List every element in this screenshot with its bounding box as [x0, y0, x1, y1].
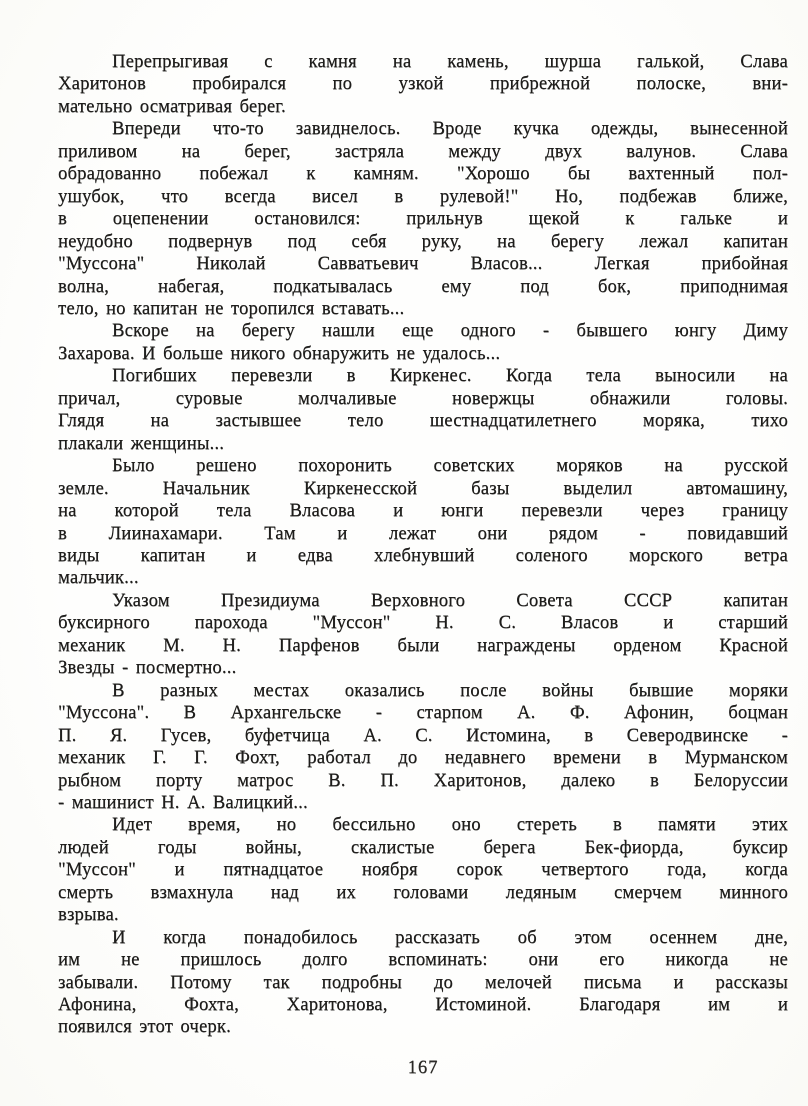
text-line: Харитонов пробирался по узкой прибрежной полоске, вни-: [58, 73, 788, 95]
text-line: в оцепенении остановился: прильнув щекой к гальке и: [58, 208, 788, 230]
text-line: земле. Начальник Киркенесской базы выделил автомашину,: [58, 477, 788, 499]
text-line: ушубок, что всегда висел в рулевой!" Но, подбежав ближе,: [58, 185, 788, 207]
text-line: забывали. Потому так подробны до мелочей письма и рассказы: [58, 971, 788, 993]
text-line: причал, суровые молчаливые новержцы обнажили головы.: [58, 387, 788, 409]
text-line: Захарова. И больше никого обнаружить не удалось...: [58, 342, 501, 364]
text-line: - машинист Н. А. Валицкий...: [58, 791, 308, 813]
text-line: В разных местах оказались после войны бывшие моряки: [112, 679, 788, 701]
text-line: Указом Президиума Верховного Совета СССР капитан: [112, 589, 788, 611]
text-line: мальчик...: [58, 567, 139, 589]
text-column: [58, 51, 788, 1039]
text-line: Было решено похоронить советских моряков на русской: [112, 455, 788, 477]
text-line: людей годы войны, скалистые берега Бек-фиорда, буксир: [58, 836, 788, 858]
text-line: на которой тела Власова и юнги перевезли через границу: [58, 500, 788, 522]
text-line: в Лиинахамари. Там и лежат они рядом - повидавший: [58, 522, 788, 544]
text-line: обрадованно побежал к камням. "Хорошо бы вахтенный пол-: [58, 163, 788, 185]
paragraph: [58, 365, 788, 455]
page-number: 167: [407, 1058, 439, 1078]
paragraph: [58, 927, 788, 1039]
text-line: "Муссон" и пятнадцатое ноября сорок четвертого года, когда: [58, 859, 788, 881]
text-line: Идет время, но бессильно оно стереть в памяти этих: [112, 814, 788, 836]
paragraph: [58, 320, 788, 365]
text-line: взрыва.: [58, 904, 119, 926]
text-line: появился этот очерк.: [58, 1016, 231, 1038]
text-line: им не пришлось долго вспоминать: они его никогда не: [58, 949, 788, 971]
text-line: П. Я. Гусев, буфетчица А. С. Истомина, в Северодвинске -: [58, 724, 788, 746]
text-line: рыбном порту матрос В. П. Харитонов, далеко в Белоруссии: [58, 769, 788, 791]
paragraph: [58, 51, 788, 118]
paragraph: [58, 455, 788, 590]
text-line: механик М. Н. Парфенов были награждены орденом Красной: [58, 634, 788, 656]
text-line: приливом на берег, застряла между двух валунов. Слава: [58, 140, 788, 162]
paragraph: [58, 680, 788, 815]
text-line: механик Г. Г. Фохт, работал до недавнего времени в Мурманском: [58, 747, 788, 769]
text-line: мательно осматривая берег.: [58, 95, 286, 117]
text-line: виды капитан и едва хлебнувший соленого морского ветра: [58, 544, 788, 566]
text-line: плакали женщины...: [58, 432, 225, 454]
text-line: Глядя на застывшее тело шестнадцатилетнего моряка, тихо: [58, 410, 788, 432]
text-line: буксирного парохода "Муссон" Н. С. Власов и старший: [58, 612, 788, 634]
text-line: волна, набегая, подкатывалась ему под бок, приподнимая: [58, 275, 788, 297]
text-line: тело, но капитан не торопился вставать...: [58, 297, 405, 319]
paragraph: [58, 814, 788, 926]
text-line: смерть взмахнула над их головами ледяным смерчем минного: [58, 881, 788, 903]
text-line: "Муссона". В Архангельске - старпом А. Ф. Афонин, боцман: [58, 702, 788, 724]
text-line: Вскоре на берегу нашли еще одного - бывшего юнгу Диму: [112, 320, 788, 342]
text-line: Афонина, Фохта, Харитонова, Истоминой. Благодаря им и: [58, 994, 788, 1016]
text-line: И когда понадобилось рассказать об этом осеннем дне,: [112, 926, 788, 948]
text-line: Перепрыгивая с камня на камень, шурша галькой, Слава: [112, 51, 788, 72]
paragraph: [58, 118, 788, 320]
text-line: Впереди что-то завиднелось. Вроде кучка одежды, вынесенной: [112, 118, 788, 140]
text-line: неудобно подвернув под себя руку, на берегу лежал капитан: [58, 230, 788, 252]
text-line: Звезды - посмертно...: [58, 657, 237, 679]
paragraph: [58, 590, 788, 680]
text-line: "Муссона" Николай Савватьевич Власов... Легкая прибойная: [58, 253, 788, 275]
text-line: Погибших перевезли в Киркенес. Когда тела выносили на: [112, 365, 788, 387]
